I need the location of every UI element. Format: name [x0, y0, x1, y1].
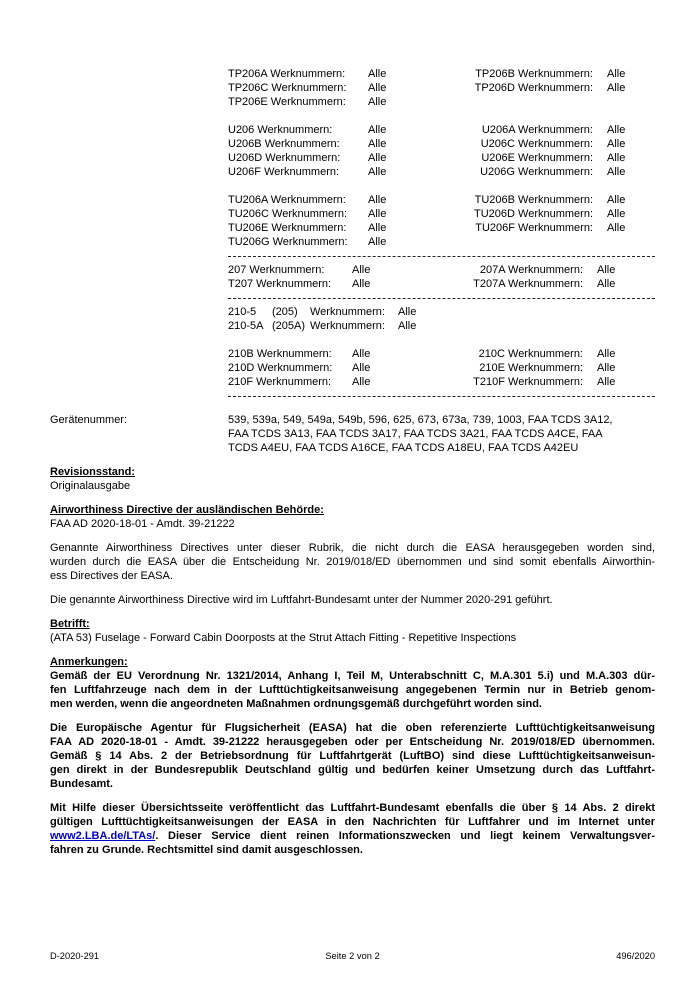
dashed-line — [228, 256, 655, 257]
model-label: TP206B Werknummern: — [475, 68, 593, 80]
model-label: T210F Werknummern: — [473, 376, 583, 388]
model-label — [465, 235, 593, 249]
dashed-separator — [228, 249, 655, 263]
betrifft-text: (ATA 53) Fuselage - Forward Cabin Doorposts at the Strut Attach Fitting - Repetitive Inspections — [50, 632, 517, 644]
table-row — [228, 319, 655, 333]
table-row — [228, 375, 655, 389]
model-label: TU206B Werknummern: — [474, 194, 593, 206]
model-value: Alle — [607, 208, 626, 220]
auslaendische-ad-text: FAA AD 2020-18-01 - Amdt. 39-21222 — [50, 518, 235, 530]
auslaendische-ad-heading: Airworthiness Directive der ausländischen Behörde: — [50, 504, 324, 516]
model-label: TU206C Werknummern: — [228, 208, 347, 220]
model-label: TU206G Werknummern: — [228, 236, 348, 248]
model-label: T207A Werknummern: — [473, 278, 583, 290]
table-row — [228, 207, 655, 221]
model-value — [593, 235, 655, 249]
model-value: Alle — [597, 348, 616, 360]
footer-page-number: Seite 2 von 2 — [325, 951, 380, 961]
model-label: U206F Werknummern: — [228, 166, 340, 178]
dashed-separator — [228, 291, 655, 305]
model-label: TP206C Werknummern: — [228, 82, 347, 94]
dashed-separator — [228, 389, 655, 403]
spacer — [228, 179, 655, 193]
paragraph-line: FAA AD 2020-18-01 - Amdt. 39-21222 herausgegeben oder per Entscheidung Nr. 2019/018/ED übernommen. — [50, 736, 655, 748]
model-label: 210F Werknummern: — [228, 376, 332, 388]
model-label: 210-5 — [228, 306, 257, 318]
paragraph-line: Gemäß § 14 Abs. 2 der Betriebsordnung für Luftfahrtgerät (LuftBO) sind diese Lufttüchtigkeitsanweisun- — [50, 750, 655, 762]
paragraph-line: gültigen Lufttüchtigkeitsanweisungen der EASA in den Nachrichten für Luftfahrer und im Internet unter — [50, 816, 655, 828]
table-row — [228, 123, 655, 137]
model-label: TU206A Werknummern: — [228, 194, 346, 206]
paragraph-body — [50, 669, 655, 697]
footer-ref-number: 496/2020 — [616, 951, 655, 961]
paragraph-easa-uebernahme — [50, 541, 655, 583]
table-row — [228, 305, 655, 319]
model-label: U206A Werknummern: — [481, 124, 593, 136]
model-label: TP206A Werknummern: — [228, 68, 346, 80]
paragraph-eu-verordnung — [50, 669, 655, 711]
betrifft-heading: Betrifft: — [50, 618, 90, 630]
model-value: Alle — [368, 138, 387, 150]
model-value: Alle — [368, 194, 387, 206]
paragraph-line: Gemäß der EU Verordnung Nr. 1321/2014, Anhang I, Teil M, Unterabschnitt C, M.A.301 5.i) und M.A.303 dür- — [50, 670, 655, 682]
model-label: 210D Werknummern: — [228, 362, 333, 374]
table-row — [228, 67, 655, 81]
model-value: Alle — [368, 222, 387, 234]
werknummern-block-tu206 — [228, 193, 655, 249]
model-value: Alle — [597, 264, 616, 276]
model-value: Alle — [368, 124, 387, 136]
model-value — [593, 95, 655, 109]
table-row — [228, 347, 655, 361]
geraetenummer-line: 539, 539a, 549, 549a, 549b, 596, 625, 673, 673a, 739, 1003, FAA TCDS 3A12, — [228, 414, 613, 426]
model-value: Alle — [352, 348, 371, 360]
model-value: Alle — [607, 152, 626, 164]
model-value: Alle — [368, 166, 387, 178]
model-value: Alle — [398, 320, 417, 332]
spacer — [228, 109, 655, 123]
paragraph-line: ess Directives der EASA. — [50, 570, 173, 582]
werknummern-block-tp206 — [228, 67, 655, 109]
paragraph-body — [50, 541, 655, 569]
model-label: U206C Werknummern: — [480, 138, 593, 150]
paragraph-line: men werden, wenn die angeordneten Maßnahmen ordnungsgemäß durchgeführt worden sind. — [50, 698, 542, 710]
model-label: TP206E Werknummern: — [228, 96, 346, 108]
paragraph-body — [50, 721, 655, 777]
model-value: Alle — [368, 82, 387, 94]
table-row — [228, 361, 655, 375]
model-value: Alle — [368, 236, 387, 248]
model-label: TU206F Werknummern: — [475, 222, 593, 234]
footer-doc-number: D-2020-291 — [50, 951, 100, 961]
geraetenummer-value — [228, 413, 655, 455]
werknummern-table — [228, 67, 655, 403]
dashed-line — [228, 298, 655, 299]
model-value: Alle — [368, 152, 387, 164]
model-label: U206 Werknummern: — [228, 124, 333, 136]
werknummern-block-u206 — [228, 123, 655, 179]
table-row — [228, 81, 655, 95]
werknummern-label: Werknummern: — [310, 306, 385, 318]
dashed-line — [228, 396, 655, 397]
model-label: U206D Werknummern: — [228, 152, 341, 164]
paragraph-line: fahren zu Grunde. Rechtsmittel sind damit ausgeschlossen. — [50, 844, 363, 856]
paragraph-line: fen Luftfahrzeuge nach dem in der Lufttüchtigkeitsanweisung angegebenen Termin nur in Betrieb genom- — [50, 684, 655, 696]
paragraph-line: gen direkt in der Bundesrepublik Deutschland gültig und bedürfen keiner Umsetzung durch das Luftfahrt- — [50, 764, 655, 776]
model-value: Alle — [607, 68, 626, 80]
page-footer — [50, 951, 655, 962]
table-row — [228, 263, 655, 277]
model-variant: (205) — [272, 306, 298, 318]
model-value: Alle — [352, 362, 371, 374]
model-value: Alle — [368, 208, 387, 220]
model-value: Alle — [352, 264, 371, 276]
model-label: TU206D Werknummern: — [474, 208, 593, 220]
table-row — [228, 221, 655, 235]
model-label: 207A Werknummern: — [479, 264, 583, 276]
model-label: 210B Werknummern: — [228, 348, 332, 360]
werknummern-block-210 — [228, 347, 655, 389]
lba-link[interactable]: www2.LBA.de/LTAs/ — [50, 830, 156, 842]
table-row — [228, 151, 655, 165]
paragraph-easa-luftbo — [50, 721, 655, 791]
werknummern-block-210-5 — [228, 305, 655, 333]
model-value: Alle — [368, 68, 387, 80]
paragraph-line-rest: . Dieser Service dient reinen Informationszwecken und liegt keinem Verwaltungsver- — [155, 830, 655, 842]
paragraph-uebersichtsseite — [50, 801, 655, 857]
model-value: Alle — [352, 376, 371, 388]
model-variant: (205A) — [272, 320, 306, 332]
model-value: Alle — [597, 278, 616, 290]
table-row — [228, 277, 655, 291]
geraetenummer-line: FAA TCDS 3A13, FAA TCDS 3A17, FAA TCDS 3A21, FAA TCDS A4CE, FAA — [228, 428, 603, 440]
model-label — [465, 95, 593, 109]
model-value: Alle — [398, 306, 417, 318]
table-row — [228, 193, 655, 207]
model-label: 210-5A — [228, 320, 264, 332]
table-row — [228, 165, 655, 179]
model-label: U206G Werknummern: — [480, 166, 593, 178]
geraetenummer-row — [50, 413, 655, 455]
model-value: Alle — [607, 82, 626, 94]
model-value: Alle — [607, 166, 626, 178]
paragraph-line: Genannte Airworthiness Directives unter dieser Rubrik, die nicht durch die EASA herausgegeben worden sind, — [50, 542, 655, 554]
model-label: TU206E Werknummern: — [228, 222, 347, 234]
model-value: Alle — [607, 194, 626, 206]
model-label: 210C Werknummern: — [478, 348, 583, 360]
model-value: Alle — [607, 222, 626, 234]
geraetenummer-line: TCDS A4EU, FAA TCDS A16CE, FAA TCDS A18EU, FAA TCDS A42EU — [228, 442, 579, 454]
model-label: TP206D Werknummern: — [474, 82, 593, 94]
table-row — [228, 137, 655, 151]
model-label: U206B Werknummern: — [228, 138, 340, 150]
table-row — [228, 235, 655, 249]
anmerkungen-heading: Anmerkungen: — [50, 656, 128, 668]
model-value: Alle — [607, 138, 626, 150]
model-value: Alle — [607, 124, 626, 136]
model-label: T207 Werknummern: — [228, 278, 332, 290]
model-label: 207 Werknummern: — [228, 264, 325, 276]
model-value: Alle — [597, 376, 616, 388]
paragraph-line — [50, 829, 655, 843]
spacer — [228, 333, 655, 347]
model-value: Alle — [368, 96, 387, 108]
paragraph-line: Bundesamt. — [50, 778, 113, 790]
paragraph-line: Mit Hilfe dieser Übersichtsseite veröffentlicht das Luftfahrt-Bundesamt ebenfalls die über § 14 Abs. 2 direkt — [50, 802, 655, 814]
paragraph-line: wurden durch die EASA über die Entscheidung Nr. 2019/018/ED übernommen und sind somit ebenfalls Airworthin- — [50, 556, 655, 568]
model-label: U206E Werknummern: — [481, 152, 593, 164]
model-value: Alle — [597, 362, 616, 374]
paragraph-nummer-gefuehrt: Die genannte Airworthiness Directive wird im Luftfahrt-Bundesamt unter der Nummer 2020-291 geführt. — [50, 594, 553, 606]
geraetenummer-label: Gerätenummer: — [50, 414, 128, 426]
revisionsstand-heading: Revisionsstand: — [50, 466, 135, 478]
paragraph-line: Die Europäische Agentur für Flugsicherheit (EASA) hat die oben referenzierte Lufttüchtigkeitsanweisung — [50, 722, 655, 734]
werknummern-label: Werknummern: — [310, 320, 385, 332]
revisionsstand-text: Originalausgabe — [50, 480, 131, 492]
table-row — [228, 95, 655, 109]
model-value: Alle — [352, 278, 371, 290]
model-label: 210E Werknummern: — [479, 362, 583, 374]
werknummern-block-207 — [228, 263, 655, 291]
